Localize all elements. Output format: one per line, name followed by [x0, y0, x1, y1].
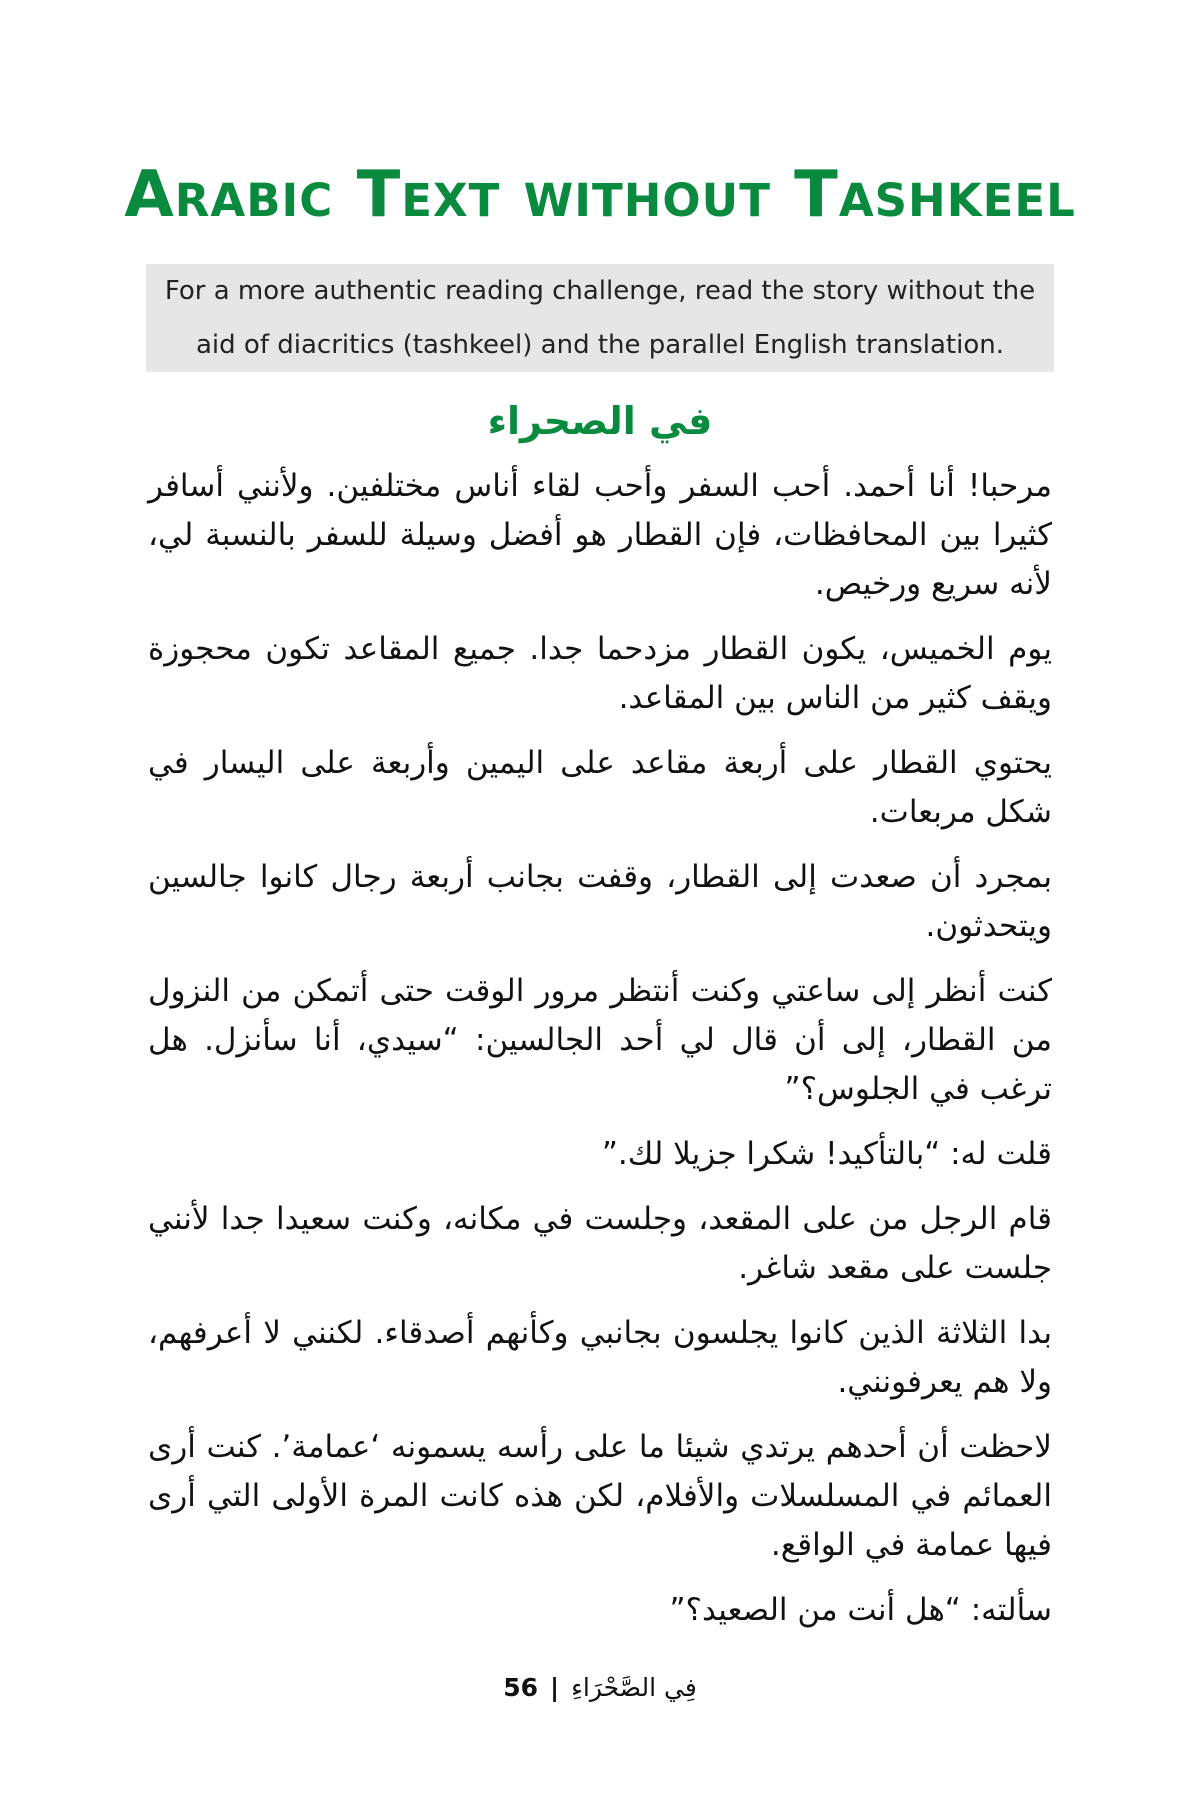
- story-title: في الصحراء: [487, 399, 713, 443]
- story-paragraph: بدا الثلاثة الذين كانوا يجلسون بجانبي وكأنهم أصدقاء. لكنني لا أعرفهم، ولا هم يعرفونني.: [148, 1315, 1052, 1400]
- story-paragraph: مرحبا! أنا أحمد. أحب السفر وأحب لقاء أناس مختلفين. ولأنني أسافر كثيرا بين المحافظات، فإن القطار هو أفضل وسيلة للسفر بالنسبة لي، لأنه سريع ورخيص.: [148, 468, 1052, 602]
- story-body: [148, 462, 1052, 1651]
- story-paragraph: سألته: “هل أنت من الصعيد؟”: [669, 1592, 1052, 1628]
- reading-note-box: [146, 264, 1054, 372]
- story-paragraph: كنت أنظر إلى ساعتي وكنت أنتظر مرور الوقت حتى أتمكن من النزول من القطار، إلى أن قال لي أحد الجالسين: “سيدي، أنا سأنزل. هل ترغب في الجلوس؟”: [148, 973, 1052, 1107]
- footer-separator: |: [550, 1673, 560, 1702]
- story-paragraph: يحتوي القطار على أربعة مقاعد على اليمين وأربعة على اليسار في شكل مربعات.: [148, 745, 1052, 830]
- page-footer: [0, 1668, 1200, 1708]
- story-paragraph: لاحظت أن أحدهم يرتدي شيئا ما على رأسه يسمونه ‘عمامة’. كنت أرى العمائم في المسلسلات والأفلام، لكن هذه كانت المرة الأولى التي أرى فيها عمامة في الواقع.: [148, 1429, 1052, 1563]
- footer-book-title: فِي الصَّحْرَاءِ: [571, 1673, 697, 1702]
- page-title: Arabic Text without Tashkeel: [124, 158, 1076, 232]
- story-paragraph: قام الرجل من على المقعد، وجلست في مكانه، وكنت سعيدا جدا لأنني جلست على مقعد شاغر.: [148, 1201, 1052, 1286]
- story-paragraph: قلت له: “بالتأكيد! شكرا جزيلا لك.”: [601, 1136, 1052, 1172]
- page-number: 56: [503, 1673, 539, 1702]
- story-paragraph: يوم الخميس، يكون القطار مزدحما جدا. جميع المقاعد تكون محجوزة ويقف كثير من الناس بين المقاعد.: [148, 631, 1052, 716]
- story-paragraph: بمجرد أن صعدت إلى القطار، وقفت بجانب أربعة رجال كانوا جالسين ويتحدثون.: [148, 859, 1052, 944]
- reading-note-text: For a more authentic reading challenge, read the story without the aid of diacritics (tashkeel) and the parallel English translation.: [164, 276, 1036, 360]
